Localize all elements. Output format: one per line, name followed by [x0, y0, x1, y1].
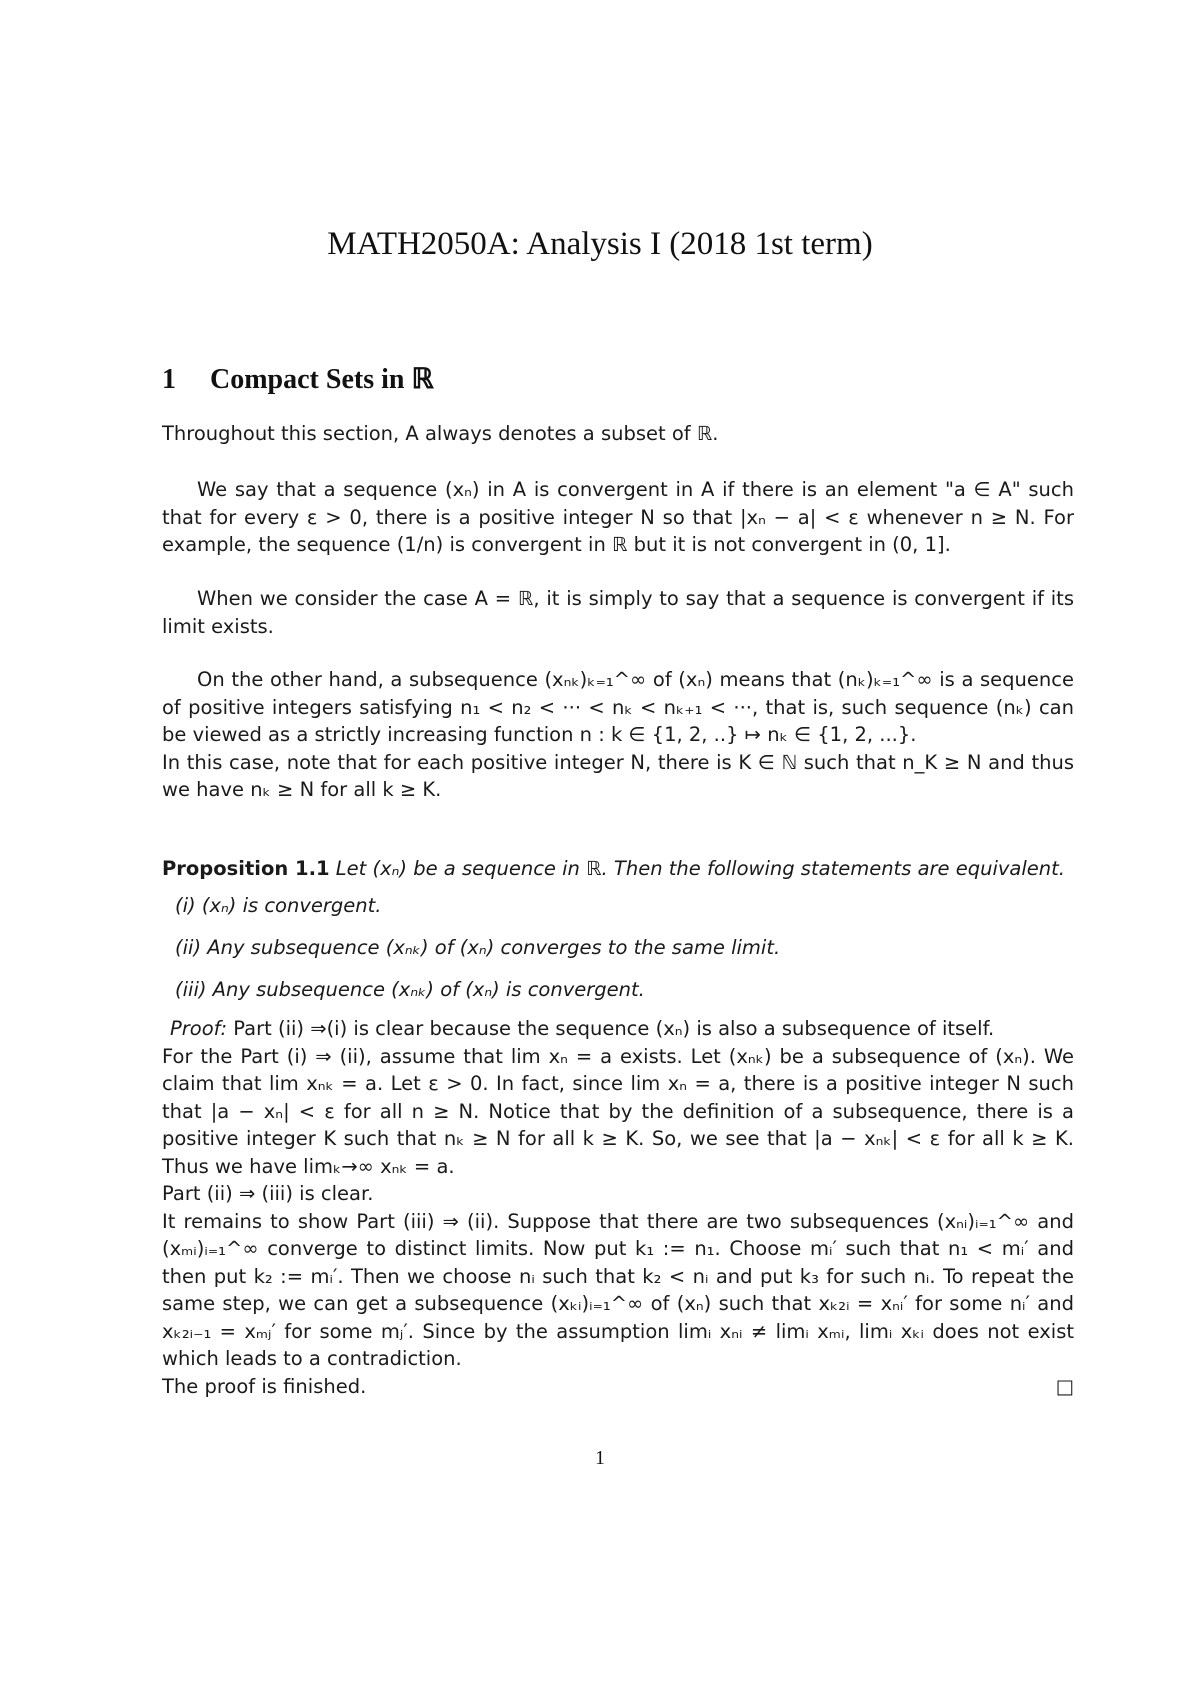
proof-conclusion	[162, 1373, 1074, 1401]
proposition-item-iii: (iii) Any subsequence (xₙₖ) of (xₙ) is convergent.	[175, 978, 645, 1001]
qed-symbol: □	[1055, 1374, 1074, 1398]
page-number: 1	[595, 1448, 605, 1469]
paragraph-subsequence-note: In this case, note that for each positive integer N, there is K ∈ ℕ such that n_K ≥ N and thus we have nₖ ≥ N for all k ≥ K.	[162, 750, 1074, 801]
section-title: Compact Sets in ℝ	[210, 364, 434, 395]
proof-paragraph-ii-implies-iii: Part (ii) ⇒ (iii) is clear.	[162, 1182, 374, 1205]
document-title: MATH2050A: Analysis I (2018 1st term)	[327, 226, 873, 262]
proof-first-sentence: Part (ii) ⇒(i) is clear because the sequence (xₙ) is also a subsequence of itself.	[233, 1017, 995, 1040]
intro-block	[162, 420, 1074, 448]
paragraph-subsequence-definition: On the other hand, a subsequence (xₙₖ)ₖ₌₁^∞ of (xₙ) means that (nₖ)ₖ₌₁^∞ is a sequence of positive integers satisfying n₁ < n₂ < ··· < nₖ < nₖ₊₁ < ···, that is, such sequence (nₖ) can be viewed as a strictly increasing function n : k ∈ {1, 2, ..} ↦ nₖ ∈ {1, 2, ...}.	[162, 668, 1074, 746]
proof-first-line	[162, 1015, 1074, 1043]
definition-block	[162, 476, 1074, 559]
proposition-label: Proposition 1.1	[162, 857, 330, 880]
proposition-text: Let (xₙ) be a sequence in ℝ. Then the following statements are equivalent.	[335, 857, 1065, 880]
section-heading	[162, 362, 434, 396]
subsequence-block	[162, 666, 1074, 804]
proof-block	[162, 1015, 1074, 1400]
proposition-item-ii: (ii) Any subsequence (xₙₖ) of (xₙ) converges to the same limit.	[175, 936, 781, 959]
proof-label: Proof:	[170, 1017, 228, 1040]
proposition-item-i: (i) (xₙ) is convergent.	[175, 894, 382, 917]
paragraph-intro: Throughout this section, A always denotes a subset of ℝ.	[162, 422, 719, 445]
section-number: 1	[162, 364, 176, 395]
proof-paragraph-iii-implies-ii: It remains to show Part (iii) ⇒ (ii). Suppose that there are two subsequences (xₙᵢ)ᵢ₌₁^∞ and (xₘᵢ)ᵢ₌₁^∞ converge to distinct limits. Now put k₁ := n₁. Choose mᵢ′ such that n₁ < mᵢ′ and then put k₂ := mᵢ′. Then we choose nᵢ such that k₂ < nᵢ and put k₃ for such nᵢ. To repeat the same step, we can get a subsequence (xₖᵢ)ᵢ₌₁^∞ of (xₙ) such that xₖ₂ᵢ = xₙᵢ′ for some nᵢ′ and xₖ₂ᵢ₋₁ = xₘⱼ′ for some mⱼ′. Since by the assumption limᵢ xₙᵢ ≠ limᵢ xₘᵢ, limᵢ xₖᵢ does not exist which leads to a contradiction.	[162, 1209, 1074, 1370]
proof-final-sentence: The proof is finished.	[162, 1374, 367, 1398]
paragraph-convergent-definition: We say that a sequence (xₙ) in A is convergent in A if there is an element "a ∈ A" such that for every ε > 0, there is a positive integer N so that |xₙ − a| < ε whenever n ≥ N. For example, the sequence (1/n) is convergent in ℝ but it is not convergent in (0, 1].	[162, 478, 1074, 556]
proposition-statement	[162, 855, 1074, 883]
paragraph-real-case: When we consider the case A = ℝ, it is simply to say that a sequence is convergent if its limit exists.	[162, 587, 1074, 638]
proof-paragraph-i-implies-ii: For the Part (i) ⇒ (ii), assume that lim xₙ = a exists. Let (xₙₖ) be a subsequence of (xₙ). We claim that lim xₙₖ = a. Let ε > 0. In fact, since lim xₙ = a, there is a positive integer N such that |a − xₙ| < ε for all n ≥ N. Notice that by the definition of a subsequence, there is a positive integer K such that nₖ ≥ N for all k ≥ K. So, we see that |a − xₙₖ| < ε for all k ≥ K. Thus we have limₖ→∞ xₙₖ = a.	[162, 1044, 1074, 1178]
remark-block	[162, 585, 1074, 640]
proposition-block	[162, 855, 1074, 883]
